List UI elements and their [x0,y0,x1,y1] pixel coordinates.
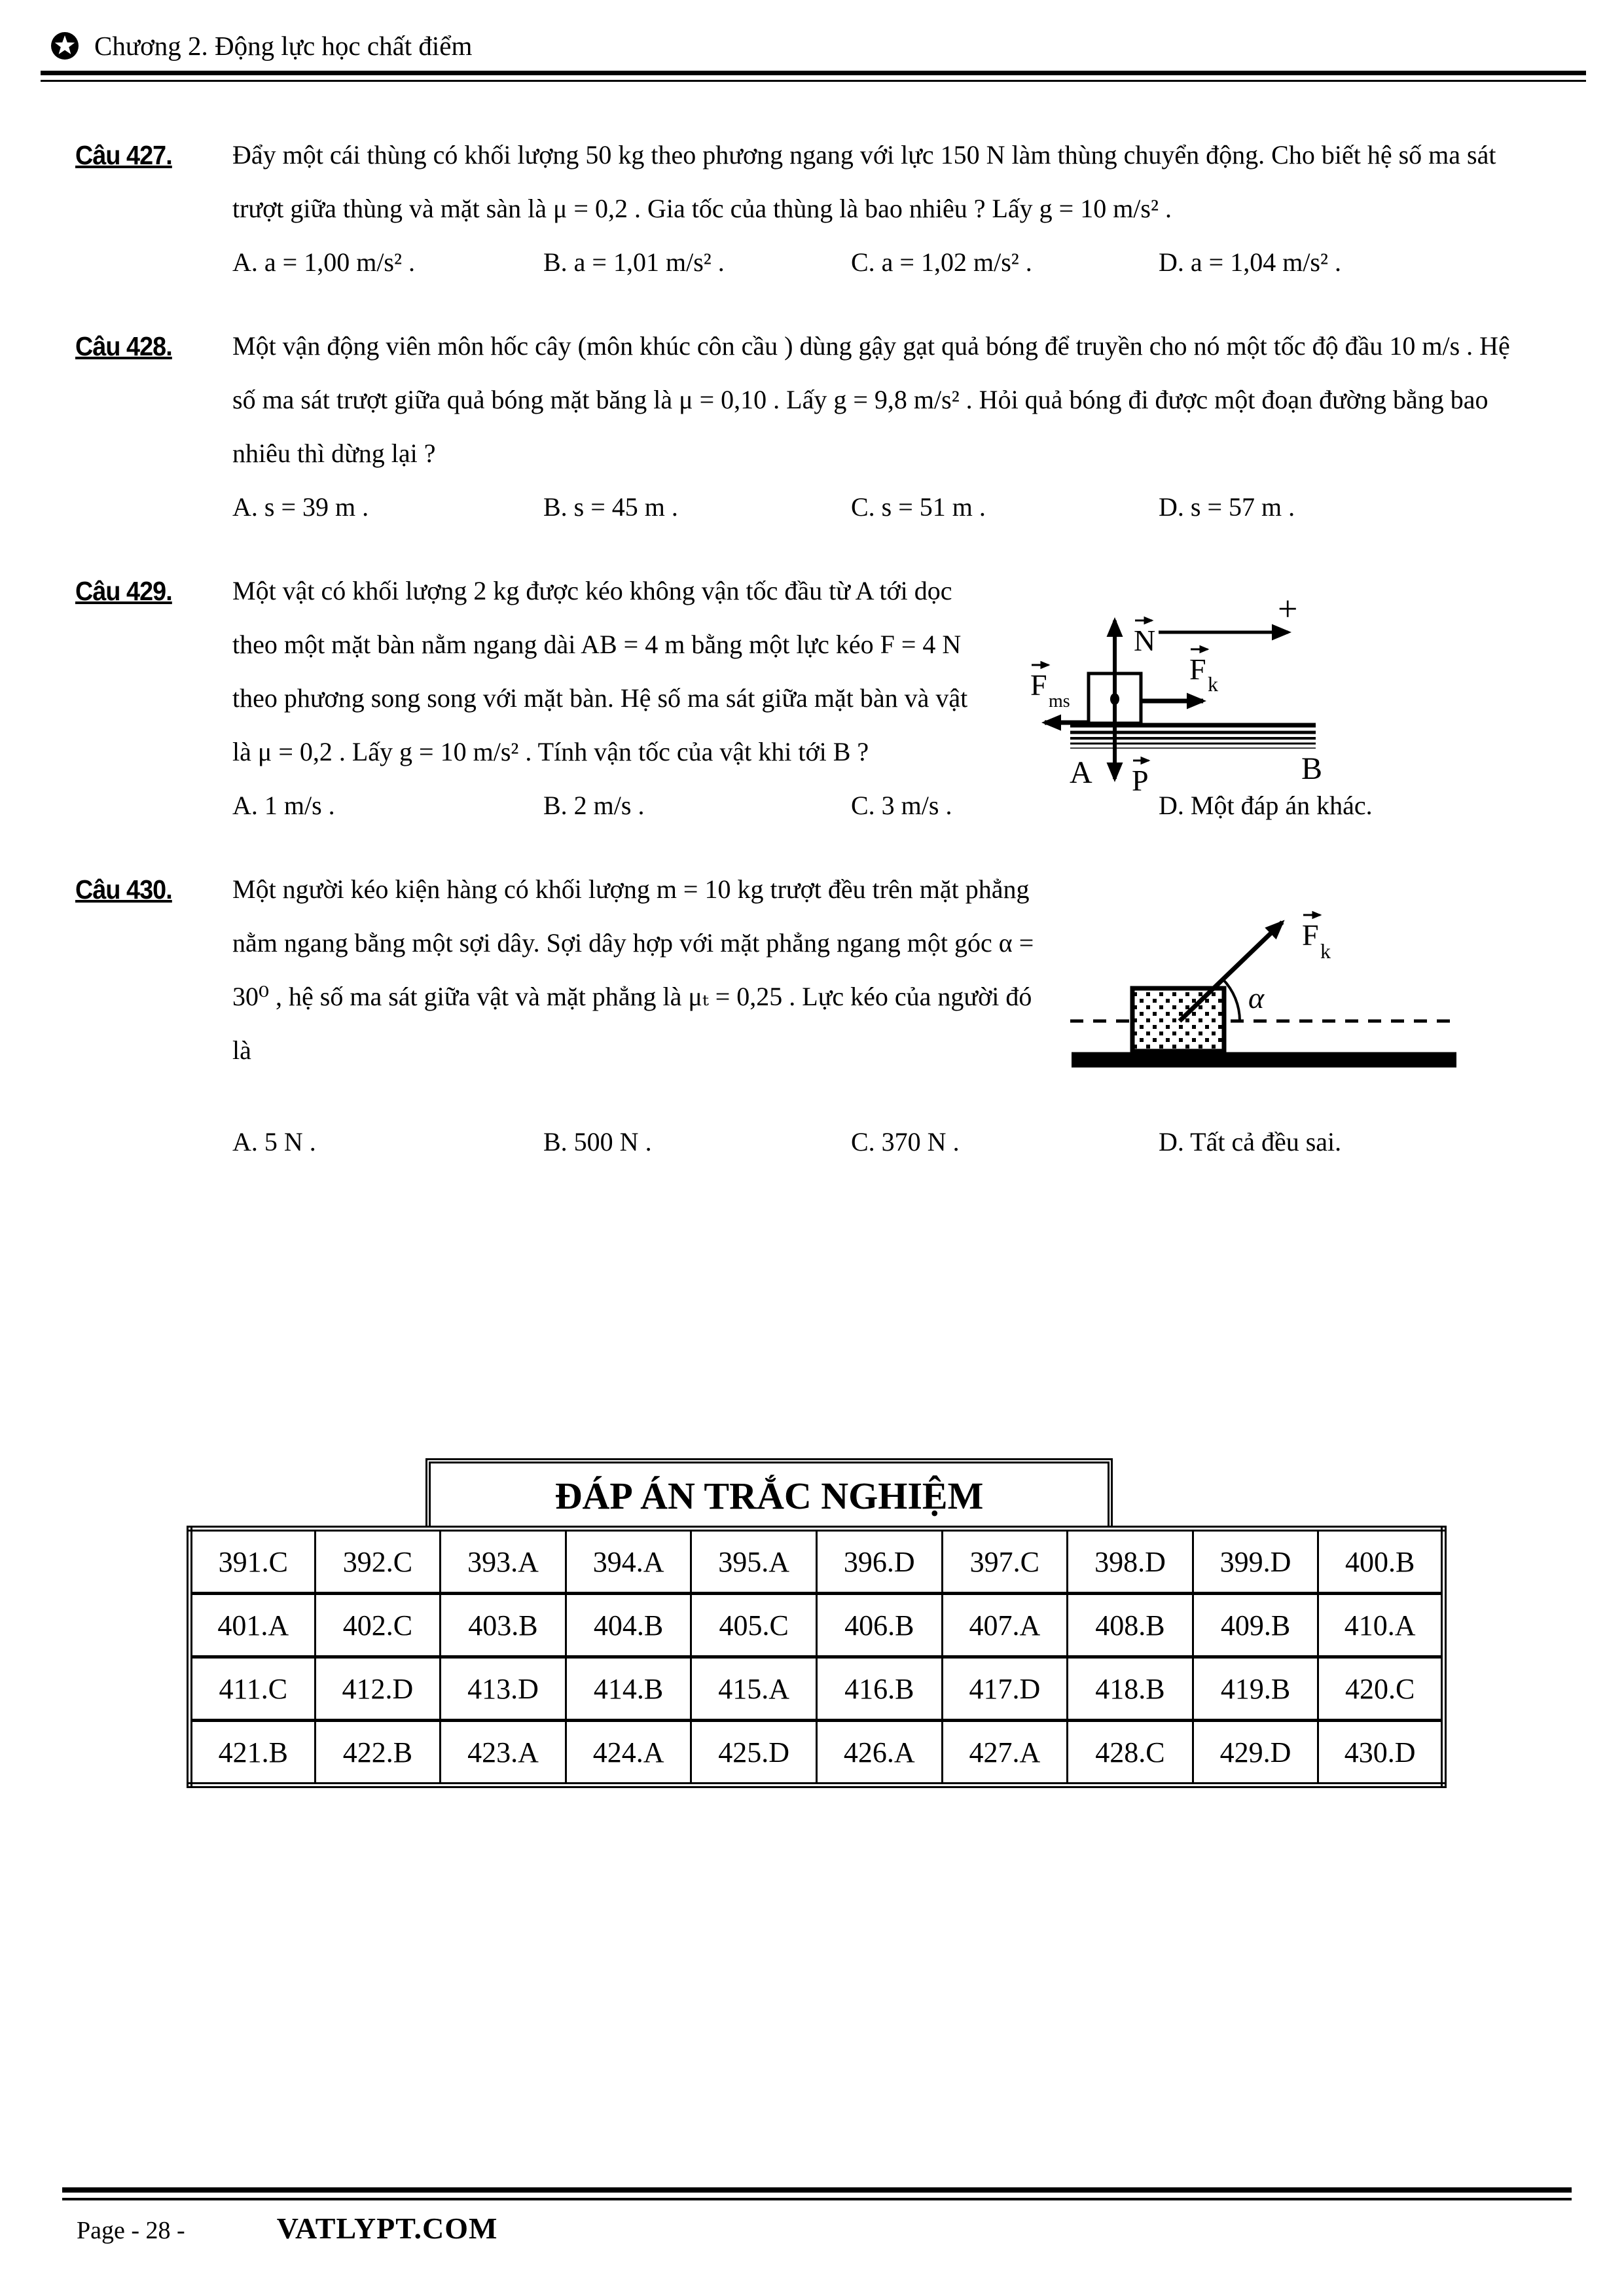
answer-cell: 406.B [816,1594,942,1657]
table-row [190,1721,1444,1785]
answer-cell: 418.B [1068,1657,1193,1721]
normal-force-label [1134,620,1155,657]
answer-cell: 414.B [566,1657,691,1721]
question-text: Một người kéo kiện hàng có khối lượng m = 10 kg trượt đều trên mặt phẳng nằm ngang bằng một sợi dây. Sợi dây hợp với mặt phẳng ngang một góc α = 30⁰ , hệ số ma sát giữa vật và mặt phẳng là μₜ = 0,25 . Lực kéo của người đó là [232,874,1034,1065]
svg-text:k: k [1208,672,1218,696]
answer-cell: 424.A [566,1721,691,1785]
question-label: Câu 429. [75,576,172,606]
answer-cell: 413.D [441,1657,566,1721]
answer-cell: 401.A [190,1594,316,1657]
option-d: D. Một đáp án khác. [1159,791,1373,820]
answer-cell: 420.C [1318,1657,1444,1721]
answer-cell: 392.C [315,1529,441,1594]
answer-cell: 417.D [942,1657,1068,1721]
question-text: Đẩy một cái thùng có khối lượng 50 kg theo phương ngang với lực 150 N làm thùng chuyển động. Cho biết hệ số ma sát trượt giữa thùng và mặt sàn là μ = 0,2 . Gia tốc của thùng là bao nhiêu ? Lấy g = 10 m/s² . [232,140,1496,223]
answer-cell: 421.B [190,1721,316,1785]
page-number: Page - 28 - [77,2217,185,2244]
page-footer [62,2187,1572,2246]
answer-cell: 419.B [1193,1657,1318,1721]
answer-cell: 397.C [942,1529,1068,1594]
footer-divider [62,2187,1572,2200]
question-427 [75,128,1527,289]
question-430 [75,863,1527,1169]
answer-cell: 393.A [441,1529,566,1594]
answer-cell: 405.C [691,1594,817,1657]
point-a-label: A [1070,755,1092,790]
answer-cell: 403.B [441,1594,566,1657]
option-b: B. 500 N . [543,1127,652,1157]
answer-cell: 415.A [691,1657,817,1721]
angle-label: α [1248,981,1265,1014]
option-d: D. Tất cả đều sai. [1159,1127,1342,1157]
question-label: Câu 428. [75,331,172,361]
option-c: C. 3 m/s . [851,791,952,820]
answer-cell: 427.A [942,1721,1068,1785]
option-d: D. a = 1,04 m/s² . [1159,247,1341,277]
option-a: A. 5 N . [232,1127,316,1157]
option-c: C. 370 N . [851,1127,960,1157]
answer-cell: 408.B [1068,1594,1193,1657]
question-options [232,480,1527,534]
table-row [190,1529,1444,1594]
header-divider [41,71,1586,82]
site-name: VATLYPT.COM [276,2212,498,2245]
answer-cell: 428.C [1068,1721,1193,1785]
question-428 [75,319,1527,534]
option-b: B. s = 45 m . [543,492,678,522]
answer-cell: 422.B [315,1721,441,1785]
svg-text:k: k [1320,939,1331,963]
svg-text:F: F [1030,668,1047,702]
answer-cell: 430.D [1318,1721,1444,1785]
option-c: C. s = 51 m . [851,492,986,522]
answer-cell: 409.B [1193,1594,1318,1657]
option-b: B. 2 m/s . [543,791,645,820]
answer-cell: 402.C [315,1594,441,1657]
table-surface [1070,725,1316,748]
question-label: Câu 430. [75,874,172,905]
answer-cell: 425.D [691,1721,817,1785]
table-row [190,1594,1444,1657]
answer-key-section [187,1458,1447,1788]
answer-cell: 423.A [441,1721,566,1785]
answer-cell: 394.A [566,1529,691,1594]
option-a: A. a = 1,00 m/s² . [232,247,415,277]
table-row [190,1657,1444,1721]
chapter-title: Chương 2. Động lực học chất điểm [94,31,473,61]
answer-cell: 400.B [1318,1529,1444,1594]
svg-text:ms: ms [1049,691,1070,711]
answer-cell: 410.A [1318,1594,1444,1657]
questions-section [75,128,1527,1199]
ground-hatching [1072,1053,1456,1067]
option-a: A. s = 39 m . [232,492,369,522]
answer-cell: 391.C [190,1529,316,1594]
question-options [232,1115,1527,1169]
answer-cell: 426.A [816,1721,942,1785]
pull-force-label [1189,649,1218,696]
point-b-label: B [1301,751,1323,786]
svg-text:F: F [1302,918,1319,952]
answer-cell: 399.D [1193,1529,1318,1594]
answer-cell: 416.B [816,1657,942,1721]
svg-text:F: F [1189,653,1206,686]
crate [1132,988,1224,1051]
option-c: C. a = 1,02 m/s² . [851,247,1032,277]
answer-cell: 411.C [190,1657,316,1721]
circled-star-icon [50,31,80,61]
option-a: A. 1 m/s . [232,791,335,820]
question-429 [75,564,1527,833]
answer-key-table [187,1526,1447,1788]
answer-cell: 429.D [1193,1721,1318,1785]
page-header [41,30,1586,82]
pull-force-label [1302,915,1331,963]
question-options [232,236,1527,289]
plus-sign: + [1278,589,1298,628]
answer-cell: 398.D [1068,1529,1193,1594]
question-text: Một vật có khối lượng 2 kg được kéo không vận tốc đầu từ A tới dọc theo một mặt bàn nằm ngang dài AB = 4 m bằng một lực kéo F = 4 N theo phương song song với mặt bàn. Hệ số ma sát giữa mặt bàn và vật là μ = 0,2 . Lấy g = 10 m/s² . Tính vận tốc của vật khi tới B ? [232,576,968,766]
answer-cell: 396.D [816,1529,942,1594]
answer-cell: 412.D [315,1657,441,1721]
svg-text:N: N [1134,624,1156,657]
question-text: Một vận động viên môn hốc cây (môn khúc côn cầu ) dùng gậy gạt quả bóng để truyền cho nó một tốc độ đầu 10 m/s . Hệ số ma sát trượt giữa quả bóng mặt băng là μ = 0,10 . Lấy g = 9,8 m/s² . Hỏi quả bóng đi được một đoạn đường bằng bao nhiêu thì dừng lại ? [232,331,1510,468]
option-d: D. s = 57 m . [1159,492,1295,522]
weight-force-label [1132,761,1149,797]
answer-key-title: ĐÁP ÁN TRẮC NGHIỆM [425,1458,1113,1526]
center-of-mass-dot [1110,693,1119,705]
answer-cell: 407.A [942,1594,1068,1657]
question-label: Câu 427. [75,140,172,170]
option-b: B. a = 1,01 m/s² . [543,247,725,277]
force-diagram-429 [1008,572,1466,801]
answer-cell: 404.B [566,1594,691,1657]
friction-force-label [1030,665,1070,711]
svg-text:P: P [1132,764,1149,797]
pull-force-arrow [1180,922,1282,1021]
force-diagram-430 [1052,872,1471,1088]
answer-cell: 395.A [691,1529,817,1594]
